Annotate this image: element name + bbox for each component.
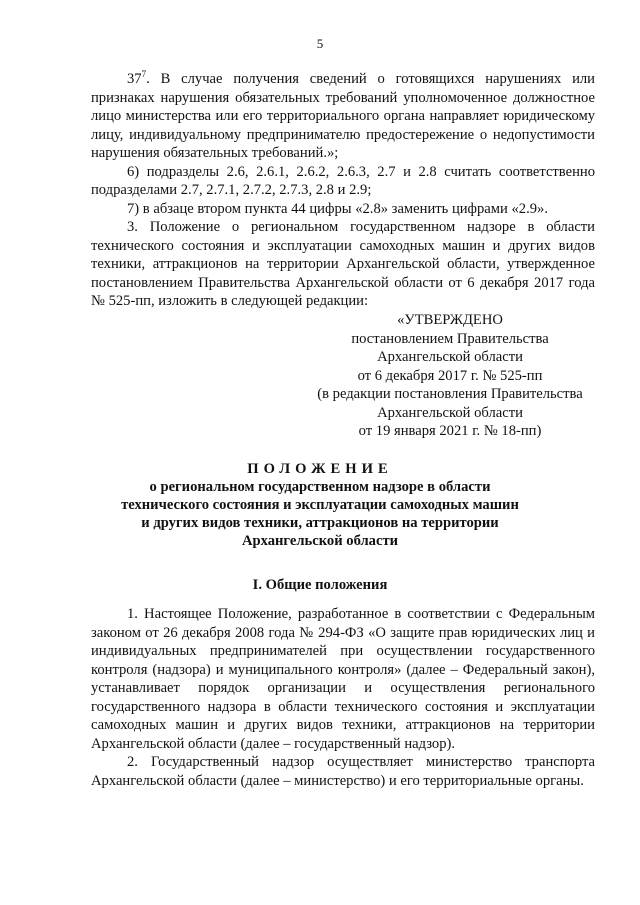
amendment-item-7: 7) в абзаце втором пункта 44 цифры «2.8» заменить цифрами «2.9».	[127, 200, 548, 217]
approval-line: (в редакции постановления Правительства	[317, 386, 583, 402]
document-subtitle-line: о региональном государственном надзоре в области	[149, 479, 491, 495]
document-subtitle-line: Архангельской области	[241, 533, 399, 549]
amendment-item-3: 3. Положение о региональном государственном надзоре в области технического состояния и эксплуатации самоходных машин и других видов техники, аттракционов на территории Архангельской области, утвержденное постановлением Правительства Архангельской области от 6 декабря 2017 года № 525-пп, изложить в следующей редакции:	[91, 219, 595, 309]
approval-line: Архангельской области	[377, 349, 523, 365]
approval-line: Архангельской области	[377, 404, 523, 421]
amendments-block	[91, 70, 595, 311]
section-heading: I. Общие положения	[252, 577, 388, 593]
paragraph-37-text: . В случае получения сведений о готовящихся нарушениях или признаках нарушения обязательных требований уполномоченное должностное лицо министерства или его территориального органа направляет юридическому лицу, индивидуальному предпринимателю предостережение о недопустимости нарушения обязательных требований.»;	[91, 71, 595, 161]
approval-line: от 19 января 2021 г. № 18-пп)	[358, 423, 542, 439]
page-number: 5	[316, 36, 324, 51]
paragraph-37-superscript: 7	[141, 69, 147, 80]
section-1-paragraph-1: 1. Настоящее Положение, разработанное в соответствии с Федеральным законом от 26 декабря 2008 года № 294-ФЗ «О защите прав юридических лиц и индивидуальных предпринимателей при осуществлении государственного контроля (надзора) и муниципального контроля» (далее – Федеральный закон), устанавливает порядок организации и осуществления регионального государственного надзора в области технического состояния и эксплуатации самоходных машин и других видов техники, аттракционов на территории Архангельской области (далее – государственный надзор).	[91, 606, 595, 752]
approval-line: «УТВЕРЖДЕНО	[397, 312, 503, 328]
document-subtitle-line: и других видов техники, аттракционов на территории	[141, 515, 499, 531]
approval-line: от 6 декабря 2017 г. № 525-пп	[357, 367, 543, 384]
amendment-item-6: 6) подразделы 2.6, 2.6.1, 2.6.2, 2.6.3, 2.7 и 2.8 считать соответственно подразделами 2.7, 2.7.1, 2.7.2, 2.7.3, 2.8 и 2.9;	[91, 163, 595, 198]
document-title: ПОЛОЖЕНИЕ	[247, 461, 393, 477]
paragraph-37-number: 37	[127, 71, 142, 87]
approval-line: постановлением Правительства	[351, 330, 549, 347]
paragraph-37	[91, 70, 595, 163]
document-subtitle-line: технического состояния и эксплуатации самоходных машин	[121, 497, 519, 513]
section-1-paragraph-2: 2. Государственный надзор осуществляет министерство транспорта Архангельской области (далее – министерство) и его территориальные органы.	[91, 754, 595, 789]
approval-stamp	[300, 311, 600, 441]
section-1-body	[91, 605, 595, 790]
